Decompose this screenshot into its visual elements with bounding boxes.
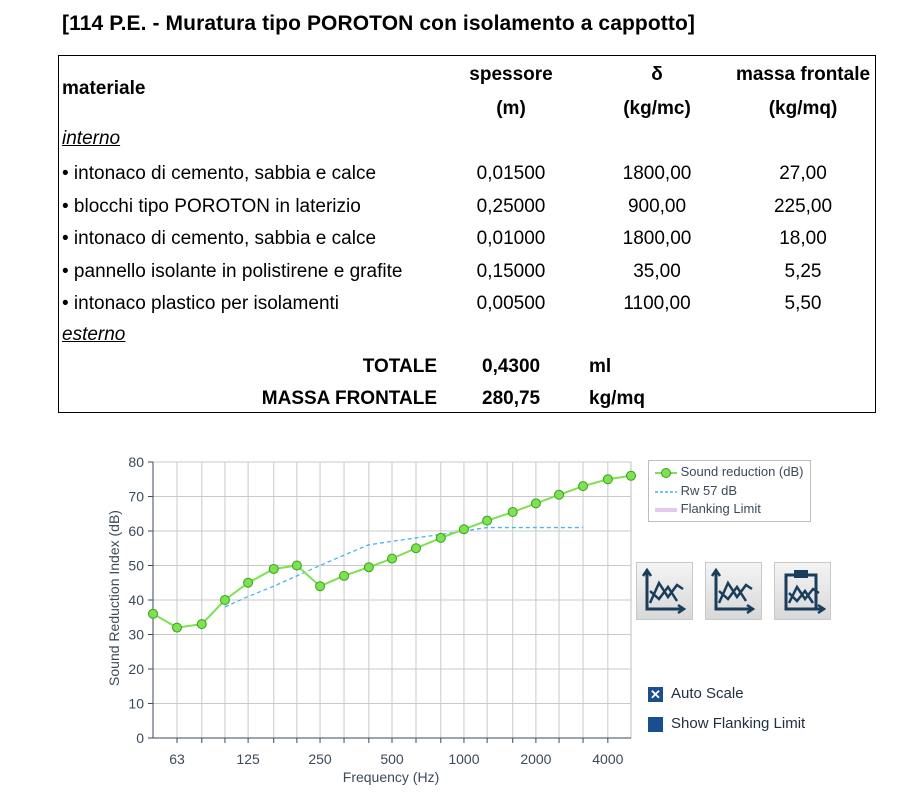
row-spessore: 0,01000	[476, 228, 546, 249]
row-spessore: 0,00500	[476, 293, 546, 314]
y-tick-label: 80	[128, 454, 144, 470]
chart-view-button-1[interactable]	[636, 562, 693, 620]
data-point	[172, 623, 181, 632]
row-massa: 5,25	[784, 261, 822, 282]
section-esterno: esterno	[62, 324, 126, 345]
y-axis-label: Sound Reduction Index (dB)	[106, 510, 122, 686]
data-point	[508, 508, 517, 517]
y-tick-label: 40	[128, 592, 144, 608]
massa-frontale-unit: kg/mq	[589, 388, 645, 409]
data-point	[459, 525, 468, 534]
row-delta: 1800,00	[622, 228, 692, 249]
row-massa: 27,00	[779, 163, 827, 184]
massa-frontale-value: 280,75	[482, 388, 541, 409]
header-materiale: materiale	[62, 78, 146, 99]
legend-label: Flanking Limit	[680, 501, 761, 516]
data-point	[388, 554, 397, 563]
row-massa: 18,00	[779, 228, 827, 249]
data-point	[244, 578, 253, 587]
legend-label: Sound reduction (dB)	[680, 464, 804, 479]
row-delta: 1800,00	[622, 163, 692, 184]
purple-line-icon	[655, 503, 677, 517]
section-interno: interno	[62, 128, 121, 149]
plot-area	[153, 462, 631, 738]
chart-legend	[648, 460, 811, 522]
show-flanking-limit-checkbox[interactable]	[648, 715, 805, 732]
header-spessore-unit: (m)	[496, 98, 526, 119]
data-point	[436, 533, 445, 542]
rw-reference-line	[225, 528, 583, 607]
blue-dashed-line-icon	[655, 485, 677, 499]
row-massa: 5,50	[784, 293, 822, 314]
x-tick-label: 500	[380, 751, 404, 767]
row-name: • intonaco di cemento, sabbia e calce	[62, 228, 377, 249]
show-flanking-limit-label: Show Flanking Limit	[671, 715, 806, 732]
x-tick-label: 63	[169, 751, 185, 767]
data-point	[316, 582, 325, 591]
data-point	[292, 561, 301, 570]
x-axis-label: Frequency (Hz)	[342, 769, 440, 785]
data-point	[269, 564, 278, 573]
y-tick-label: 60	[128, 523, 144, 539]
row-name: • intonaco plastico per isolamenti	[62, 293, 340, 314]
page-title: [114 P.E. - Muratura tipo POROTON con isolamento a cappotto]	[62, 12, 695, 35]
data-point	[579, 482, 588, 491]
x-tick-label: 4000	[592, 751, 624, 767]
header-massa: massa frontale	[735, 64, 871, 85]
row-delta: 1100,00	[623, 293, 691, 314]
totale-unit: ml	[589, 356, 612, 377]
y-tick-label: 0	[136, 730, 144, 746]
row-name: • pannello isolante in polistirene e grafite	[62, 261, 403, 282]
auto-scale-label: Auto Scale	[671, 685, 744, 702]
header-delta-unit: (kg/mc)	[623, 98, 691, 119]
data-point	[149, 609, 158, 618]
data-point	[340, 571, 349, 580]
chart-view-button-2[interactable]	[705, 562, 762, 620]
chart-grid	[153, 462, 631, 738]
data-point	[220, 596, 229, 605]
row-name: • intonaco di cemento, sabbia e calce	[62, 163, 377, 184]
totale-value: 0,4300	[482, 356, 541, 377]
checkbox-checked-icon[interactable]: ✕	[648, 687, 663, 702]
green-line-marker-icon	[655, 466, 677, 480]
auto-scale-checkbox[interactable]	[648, 685, 744, 702]
legend-item-flanking	[655, 501, 761, 517]
x-tick-label: 1000	[448, 751, 480, 767]
data-point	[531, 499, 540, 508]
y-tick-label: 10	[128, 695, 144, 712]
legend-item-sound-reduction	[655, 464, 803, 480]
data-point	[627, 471, 636, 480]
row-massa: 225,00	[773, 196, 833, 217]
row-name: • blocchi tipo POROTON in laterizio	[62, 196, 361, 217]
row-spessore: 0,15000	[476, 261, 546, 282]
legend-label: Rw 57 dB	[680, 483, 737, 498]
data-point	[364, 563, 373, 572]
row-spessore: 0,01500	[476, 163, 546, 184]
data-point	[483, 516, 492, 525]
y-tick-label: 20	[128, 661, 144, 677]
checkbox-filled-icon[interactable]	[648, 717, 663, 732]
x-tick-label: 125	[236, 751, 260, 767]
row-delta: 900,00	[627, 196, 687, 217]
data-point	[555, 490, 564, 499]
legend-item-rw	[655, 483, 737, 499]
chart-series	[149, 471, 636, 632]
header-delta: δ	[651, 64, 663, 85]
chart-clipboard-icon	[775, 563, 830, 619]
sound-reduction-line	[153, 476, 631, 628]
chart-export-button[interactable]	[774, 562, 831, 620]
data-point	[197, 620, 206, 629]
chart-axes	[128, 454, 631, 767]
header-massa-unit: (kg/mq)	[768, 98, 838, 119]
data-point	[411, 544, 420, 553]
x-tick-label: 250	[308, 751, 332, 767]
massa-frontale-label: MASSA FRONTALE	[261, 388, 437, 409]
row-delta: 35,00	[633, 261, 681, 282]
line-chart-icon	[706, 563, 761, 619]
y-tick-label: 70	[128, 488, 144, 505]
materials-table	[58, 55, 876, 413]
row-spessore: 0,25000	[476, 196, 546, 217]
x-tick-label: 2000	[520, 751, 552, 767]
y-tick-label: 50	[128, 557, 144, 574]
totale-label: TOTALE	[362, 356, 437, 377]
line-chart-icon	[637, 563, 692, 619]
y-tick-label: 30	[128, 626, 144, 643]
data-point	[603, 475, 612, 484]
header-spessore: spessore	[469, 64, 553, 85]
